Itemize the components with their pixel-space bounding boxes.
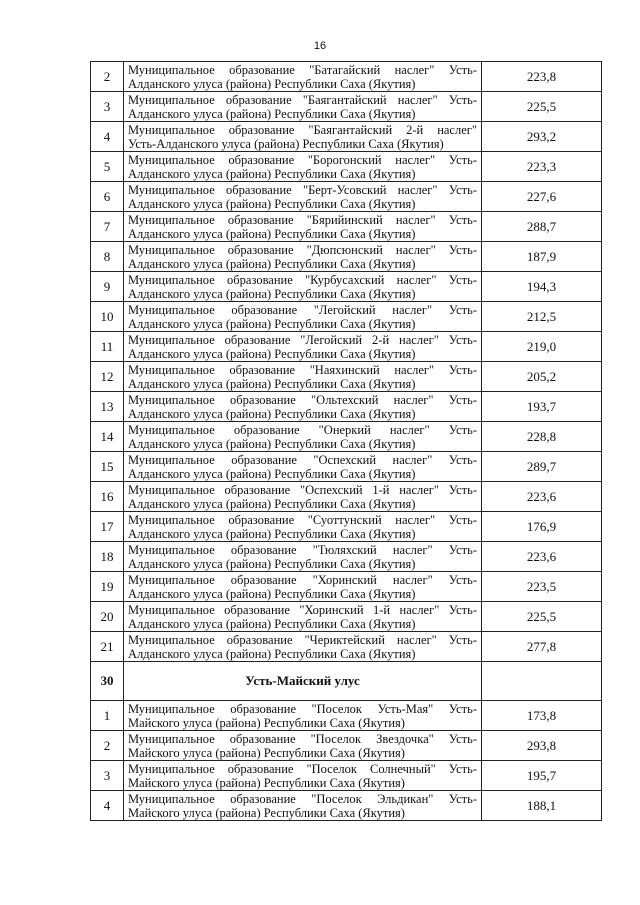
municipality-name xyxy=(124,542,482,572)
row-value: 193,7 xyxy=(482,392,602,422)
row-value: 223,6 xyxy=(482,542,602,572)
row-number: 19 xyxy=(91,572,124,602)
municipality-name-line1: Муниципальное образование "Онеркий наслег" Усть- xyxy=(128,422,477,437)
row-value: 225,5 xyxy=(482,602,602,632)
municipality-name xyxy=(124,512,482,542)
municipality-name-line2: Алданского улуса (района) Республики Саха (Якутия) xyxy=(128,166,416,181)
row-number: 15 xyxy=(91,452,124,482)
municipality-name-line1: Муниципальное образование "Бярийинский наслег" Усть- xyxy=(128,212,477,227)
municipality-name-line1: Муниципальное образование "Хоринский наслег" Усть- xyxy=(128,572,477,587)
municipality-name-line1: Муниципальное образование "Курбусахский наслег" Усть- xyxy=(128,272,477,287)
row-value: 176,9 xyxy=(482,512,602,542)
municipality-name-line2: Майского улуса (района) Республики Саха (Якутия) xyxy=(128,745,405,760)
municipality-name-line2: Алданского улуса (района) Республики Саха (Якутия) xyxy=(128,436,416,451)
municipality-name-line1: Муниципальное образование "Суоттунский наслег" Усть- xyxy=(128,512,477,527)
municipality-name xyxy=(124,362,482,392)
municipality-name-line2: Алданского улуса (района) Республики Саха (Якутия) xyxy=(128,376,416,391)
municipality-name-line2: Алданского улуса (района) Республики Саха (Якутия) xyxy=(128,346,416,361)
municipality-name-line1: Муниципальное образование "Баягантайский 2-й наслег" xyxy=(128,122,477,137)
row-number: 21 xyxy=(91,632,124,662)
table-row xyxy=(91,791,602,821)
row-value: 223,5 xyxy=(482,572,602,602)
municipality-name xyxy=(124,152,482,182)
municipality-name xyxy=(124,182,482,212)
row-value: 212,5 xyxy=(482,302,602,332)
row-value: 277,8 xyxy=(482,632,602,662)
row-value: 205,2 xyxy=(482,362,602,392)
row-number: 2 xyxy=(91,731,124,761)
municipality-name xyxy=(124,572,482,602)
municipality-name-line1: Муниципальное образование "Наяхинский наслег" Усть- xyxy=(128,362,477,377)
section-header-row xyxy=(91,662,602,701)
municipality-name xyxy=(124,632,482,662)
municipality-name-line2: Алданского улуса (района) Республики Саха (Якутия) xyxy=(128,196,416,211)
municipality-name xyxy=(124,482,482,512)
municipality-name-line1: Муниципальное образование "Поселок Солнечный" Усть- xyxy=(128,761,477,776)
municipality-name-line2: Майского улуса (района) Республики Саха (Якутия) xyxy=(128,805,405,820)
row-value: 293,8 xyxy=(482,731,602,761)
row-value: 223,8 xyxy=(482,62,602,92)
municipality-name-line1: Муниципальное образование "Легойский наслег" Усть- xyxy=(128,302,477,317)
row-number: 2 xyxy=(91,62,124,92)
municipality-name-line1: Муниципальное образование "Поселок Эльдикан" Усть- xyxy=(128,791,477,806)
row-number: 5 xyxy=(91,152,124,182)
row-number: 20 xyxy=(91,602,124,632)
municipality-name-line2: Алданского улуса (района) Республики Саха (Якутия) xyxy=(128,106,416,121)
row-number: 4 xyxy=(91,122,124,152)
section-value-cell xyxy=(482,662,602,701)
row-value: 225,5 xyxy=(482,92,602,122)
table-row xyxy=(91,212,602,242)
row-number: 14 xyxy=(91,422,124,452)
municipality-name xyxy=(124,701,482,731)
row-value: 195,7 xyxy=(482,761,602,791)
table-row xyxy=(91,701,602,731)
municipality-name-line2: Алданского улуса (района) Республики Саха (Якутия) xyxy=(128,646,416,661)
municipality-name xyxy=(124,122,482,152)
table-row xyxy=(91,761,602,791)
municipality-name-line2: Алданского улуса (района) Республики Саха (Якутия) xyxy=(128,616,416,631)
table-row xyxy=(91,512,602,542)
row-number: 9 xyxy=(91,272,124,302)
municipality-name-line2: Алданского улуса (района) Республики Саха (Якутия) xyxy=(128,256,416,271)
row-number: 7 xyxy=(91,212,124,242)
municipality-name xyxy=(124,731,482,761)
municipality-name-line2: Алданского улуса (района) Республики Саха (Якутия) xyxy=(128,76,416,91)
table-row xyxy=(91,122,602,152)
row-number: 4 xyxy=(91,791,124,821)
table-row xyxy=(91,482,602,512)
municipality-name-line1: Муниципальное образование "Тюляхский наслег" Усть- xyxy=(128,542,477,557)
municipality-name-line2: Алданского улуса (района) Республики Саха (Якутия) xyxy=(128,226,416,241)
municipality-name-line1: Муниципальное образование "Дюпсюнский наслег" Усть- xyxy=(128,242,477,257)
row-number: 8 xyxy=(91,242,124,272)
section-title: Усть-Майский улус xyxy=(124,662,482,701)
page-number: 16 xyxy=(313,40,327,52)
table-row xyxy=(91,422,602,452)
row-number: 16 xyxy=(91,482,124,512)
municipality-name-line2: Алданского улуса (района) Республики Саха (Якутия) xyxy=(128,586,416,601)
section-row-group xyxy=(91,662,602,701)
municipality-name-line1: Муниципальное образование "Ольтехский наслег" Усть- xyxy=(128,392,477,407)
row-value: 188,1 xyxy=(482,791,602,821)
row-value: 219,0 xyxy=(482,332,602,362)
table-row xyxy=(91,92,602,122)
municipality-name-line2: Майского улуса (района) Республики Саха (Якутия) xyxy=(128,715,405,730)
municipality-name-line1: Муниципальное образование "Борогонский наслег" Усть- xyxy=(128,152,477,167)
table-row xyxy=(91,302,602,332)
municipality-name xyxy=(124,392,482,422)
municipality-name-line1: Муниципальное образование "Баягантайский наслег" Усть- xyxy=(128,92,477,107)
municipality-name xyxy=(124,452,482,482)
row-number: 10 xyxy=(91,302,124,332)
row-number: 18 xyxy=(91,542,124,572)
municipality-name xyxy=(124,62,482,92)
municipality-name xyxy=(124,422,482,452)
municipality-name-line1: Муниципальное образование "Поселок Звездочка" Усть- xyxy=(128,731,477,746)
table-body-ust-maya xyxy=(91,701,602,821)
row-number: 12 xyxy=(91,362,124,392)
table-row xyxy=(91,602,602,632)
municipality-name-line1: Муниципальное образование "Берт-Усовский наслег" Усть- xyxy=(128,182,477,197)
row-value: 173,8 xyxy=(482,701,602,731)
municipality-name-line2: Алданского улуса (района) Республики Саха (Якутия) xyxy=(128,556,416,571)
row-number: 11 xyxy=(91,332,124,362)
table-row xyxy=(91,242,602,272)
table-row xyxy=(91,632,602,662)
row-number: 17 xyxy=(91,512,124,542)
row-number: 3 xyxy=(91,92,124,122)
municipality-name-line1: Муниципальное образование "Хоринский 1-й наслег" Усть- xyxy=(128,602,477,617)
table-row xyxy=(91,572,602,602)
section-number: 30 xyxy=(91,662,124,701)
municipality-name xyxy=(124,332,482,362)
municipality-name xyxy=(124,791,482,821)
municipality-name-line2: Алданского улуса (района) Республики Саха (Якутия) xyxy=(128,406,416,421)
row-value: 223,3 xyxy=(482,152,602,182)
municipality-table xyxy=(90,61,602,821)
row-value: 227,6 xyxy=(482,182,602,212)
table-row xyxy=(91,731,602,761)
row-value: 293,2 xyxy=(482,122,602,152)
municipality-name xyxy=(124,761,482,791)
municipality-name-line1: Муниципальное образование "Батагайский наслег" Усть- xyxy=(128,62,477,77)
table-row xyxy=(91,332,602,362)
table-body-ust-aldan xyxy=(91,62,602,662)
row-number: 13 xyxy=(91,392,124,422)
municipality-name-line1: Муниципальное образование "Чериктейский наслег" Усть- xyxy=(128,632,477,647)
municipality-name-line1: Муниципальное образование "Оспехский наслег" Усть- xyxy=(128,452,477,467)
table-row xyxy=(91,362,602,392)
row-value: 228,8 xyxy=(482,422,602,452)
table-row xyxy=(91,182,602,212)
table-row xyxy=(91,62,602,92)
municipality-name-line2: Майского улуса (района) Республики Саха (Якутия) xyxy=(128,775,405,790)
municipality-name xyxy=(124,92,482,122)
municipality-name-line1: Муниципальное образование "Поселок Усть-Мая" Усть- xyxy=(128,701,477,716)
municipality-name xyxy=(124,212,482,242)
municipality-name-line2: Алданского улуса (района) Республики Саха (Якутия) xyxy=(128,496,416,511)
municipality-name-line2: Усть-Алданского улуса (района) Республики Саха (Якутия) xyxy=(128,136,444,151)
municipality-name xyxy=(124,242,482,272)
row-value: 223,6 xyxy=(482,482,602,512)
row-value: 187,9 xyxy=(482,242,602,272)
municipality-name-line1: Муниципальное образование "Легойский 2-й наслег" Усть- xyxy=(128,332,477,347)
row-value: 288,7 xyxy=(482,212,602,242)
table-row xyxy=(91,392,602,422)
municipality-name xyxy=(124,272,482,302)
municipality-name xyxy=(124,302,482,332)
row-number: 6 xyxy=(91,182,124,212)
municipality-name-line1: Муниципальное образование "Оспехский 1-й наслег" Усть- xyxy=(128,482,477,497)
municipality-name xyxy=(124,602,482,632)
table-row xyxy=(91,542,602,572)
row-value: 194,3 xyxy=(482,272,602,302)
municipality-name-line2: Алданского улуса (района) Республики Саха (Якутия) xyxy=(128,466,416,481)
table-row xyxy=(91,152,602,182)
row-number: 3 xyxy=(91,761,124,791)
municipality-name-line2: Алданского улуса (района) Республики Саха (Якутия) xyxy=(128,526,416,541)
row-value: 289,7 xyxy=(482,452,602,482)
table-row xyxy=(91,272,602,302)
row-number: 1 xyxy=(91,701,124,731)
municipality-name-line2: Алданского улуса (района) Республики Саха (Якутия) xyxy=(128,316,416,331)
table-row xyxy=(91,452,602,482)
municipality-name-line2: Алданского улуса (района) Республики Саха (Якутия) xyxy=(128,286,416,301)
